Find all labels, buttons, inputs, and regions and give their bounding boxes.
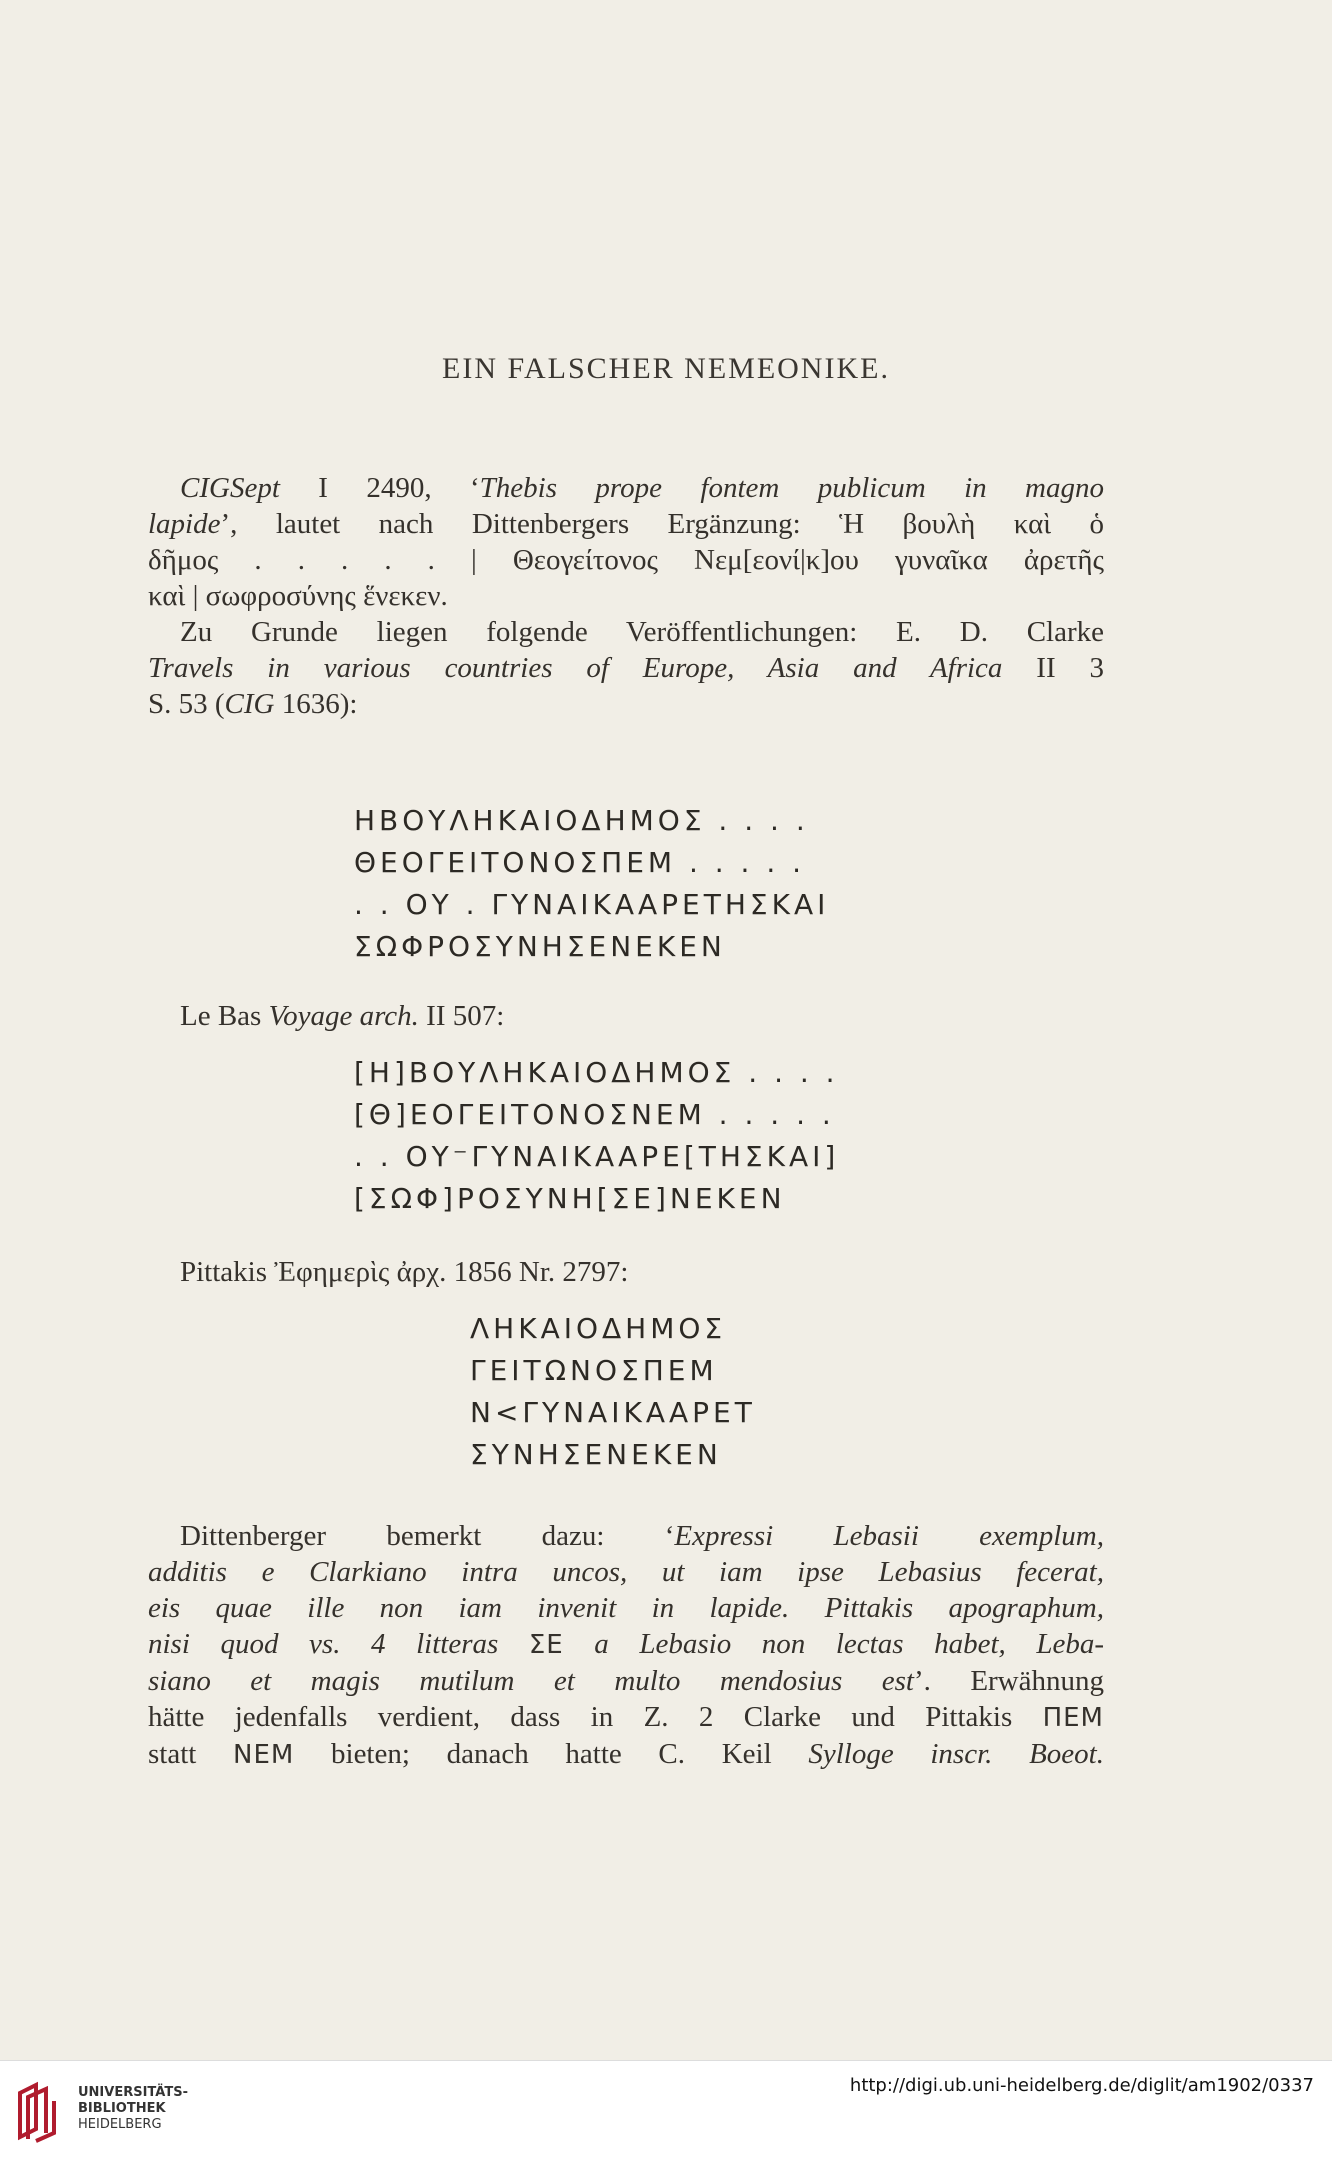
text-line — [148, 686, 1104, 722]
library-name-line: UNIVERSITÄTS- — [78, 2085, 188, 2100]
text-span: S. 53 ( — [148, 688, 225, 720]
library-name — [78, 2085, 188, 2133]
latin-quote: Expressi Lebasii exemplum, — [674, 1520, 1104, 1552]
page-title: EIN FALSCHER NEMEONIKE. — [442, 352, 890, 385]
latin-quote: Thebis prope fontem publicum in magno — [479, 472, 1104, 504]
text-span: bieten; danach hatte C. Keil — [294, 1738, 809, 1770]
inscription-line: ΛΗΚΑΙΟΔΗΜΟΣ — [470, 1312, 727, 1345]
latin-quote: lapide — [148, 508, 221, 540]
text-line: Zu Grunde liegen folgende Veröffentlichungen: E. D. Clarke — [180, 616, 1104, 648]
text-span: 1636): — [274, 688, 358, 720]
inscription-line: ΗΒΟΥΛΗΚΑΙΟΔΗΜΟΣ . . . . — [354, 804, 809, 837]
inscription-line: ΣΩΦΡΟΣΥΝΗΣΕΝΕΚΕΝ — [354, 930, 726, 963]
text-line — [148, 1518, 1104, 1554]
inscription-line: ΓΕΙΤΩΝΟΣΠΕΜ — [470, 1354, 718, 1387]
source-url-link[interactable]: http://digi.ub.uni-heidelberg.de/diglit/am1902/0337 — [849, 2075, 1314, 2096]
citation-cigsept: CIGSept — [180, 472, 280, 504]
footer-bar — [0, 2060, 1332, 2160]
inscription-line: . . ΟΥ . ΓΥΝΑΙΚΑΑΡΕΤΗΣΚΑΙ — [354, 888, 830, 921]
inscription-pittakis — [470, 1308, 756, 1476]
inscription-line: ΣΥΝΗΣΕΝΕΚΕΝ — [470, 1438, 722, 1471]
paragraph-dittenberger — [148, 1518, 1104, 1773]
latin-quote: siano et magis mutilum et multo mendosius est — [148, 1665, 914, 1697]
text-line — [148, 650, 1104, 686]
text-line: δῆμος . . . . . | Θεογείτονος Νεμ[εονί|κ]ου γυναῖκα ἀρετῆς — [148, 544, 1104, 576]
text-span: ’, lautet nach Dittenbergers Ergänzung: Ἡ βουλὴ καὶ ὁ — [220, 508, 1104, 540]
citation-cig: CIG — [224, 688, 275, 720]
text-line — [148, 1699, 1104, 1736]
greek-letters: ΣΕ — [528, 1630, 564, 1660]
latin-quote: a Lebasio non lectas habet, Leba- — [563, 1628, 1104, 1660]
text-span: II 3 — [1002, 652, 1104, 684]
paragraph-cig — [148, 470, 1104, 614]
text-line — [148, 1663, 1104, 1699]
inscription-line: Ν<ΓΥΝΑΙΚΑΑΡΕΤ — [470, 1396, 756, 1429]
book-title: Voyage arch. — [268, 1000, 419, 1032]
library-logo-icon — [14, 2079, 72, 2143]
text-line — [148, 1736, 1104, 1773]
inscription-line: [ΣΩΦ]ΡΟΣΥΝΗ[ΣΕ]ΝΕΚΕΝ — [354, 1182, 786, 1215]
label-lebas — [180, 1000, 504, 1033]
text-span: Dittenberger bemerkt dazu: ‘ — [180, 1520, 675, 1552]
inscription-line: . . ΟΥ⁻ΓΥΝΑΙΚΑΑΡΕ[ΤΗΣΚΑΙ] — [354, 1140, 840, 1173]
text-span: I 2490, ‘ — [279, 472, 480, 504]
inscription-line: [Η]ΒΟΥΛΗΚΑΙΟΔΗΜΟΣ . . . . — [354, 1056, 839, 1089]
latin-quote: nisi quod vs. 4 litteras — [148, 1628, 529, 1660]
text-span: ’. Erwähnung — [913, 1665, 1105, 1697]
library-name-line: HEIDELBERG — [78, 2117, 162, 2132]
text-line: eis quae ille non iam invenit in lapide. Pittakis apographum, — [148, 1592, 1104, 1624]
text-span: II 507: — [418, 1000, 505, 1032]
library-name-line: BIBLIOTHEK — [78, 2101, 166, 2116]
greek-letters: ΝΕΜ — [233, 1740, 295, 1770]
inscription-line: [Θ]ΕΟΓΕΙΤΟΝΟΣΝΕΜ . . . . . — [354, 1098, 835, 1131]
book-title: Travels in various countries of Europe, Asia and Africa — [148, 652, 1003, 684]
inscription-line: ΘΕΟΓΕΙΤΟΝΟΣΠΕΜ . . . . . — [354, 846, 806, 879]
book-title: Sylloge inscr. Boeot. — [808, 1738, 1104, 1770]
inscription-clarke — [354, 800, 829, 968]
text-line: καὶ | σωφροσύνης ἕνεκεν. — [148, 580, 448, 612]
text-line: additis e Clarkiano intra uncos, ut iam ipse Lebasius fecerat, — [148, 1556, 1104, 1588]
text-line — [148, 470, 1104, 506]
text-line — [148, 506, 1104, 542]
greek-letters: ΠΕΜ — [1042, 1703, 1104, 1733]
text-line — [148, 1626, 1104, 1663]
text-span: statt — [148, 1738, 234, 1770]
paragraph-sources — [148, 614, 1104, 722]
inscription-lebas — [354, 1052, 839, 1220]
text-span: hätte jedenfalls verdient, dass in Z. 2 Clarke und Pittakis — [148, 1701, 1043, 1733]
text-span: Le Bas — [180, 1000, 269, 1032]
label-pittakis: Pittakis Ἐφημερὶς ἀρχ. 1856 Nr. 2797: — [180, 1256, 629, 1288]
